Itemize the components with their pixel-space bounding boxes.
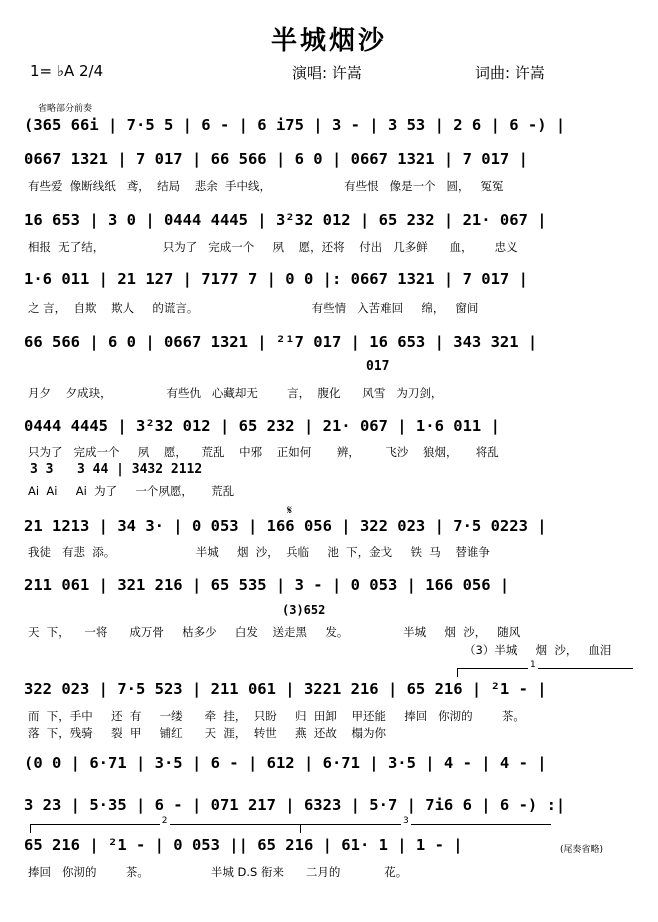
notation-line: 1·6 011 | 21 127 | 7177 7 | 0 0 |: 0667 1321 | 7 017 | bbox=[24, 270, 528, 288]
lyrics-line: 之 言， 自欺 欺人 的谎言。 有些情 入苦难回 绵， 窗间 bbox=[28, 301, 479, 315]
notation-line: 322 023 | 7·5 523 | 211 061 | 3221 216 | 65 216 | ²1 - | bbox=[24, 680, 547, 698]
notation-line: 66 566 | 6 0 | 0667 1321 | ²¹7 017 | 16 653 | 343 321 | bbox=[24, 333, 538, 351]
outro-omitted-note: (尾奏省略) bbox=[560, 845, 604, 855]
notation-line: 211 061 | 321 216 | 65 535 | 3 - | 0 053 | 166 056 | bbox=[24, 576, 510, 594]
singer-credit: 演唱: 许嵩 bbox=[292, 64, 362, 82]
lyrics-line: 而 下，手中 还 有 一缕 牵 挂， 只盼 归 田卸 甲还能 捧回 你沏的 茶。 bbox=[28, 709, 525, 723]
notation-line: (365 66i | 7·5 5 | 6 - | 6 i75 | 3 - | 3 53 | 2 6 | 6 -) | bbox=[24, 116, 566, 134]
prelude-note: 省略部分前奏 bbox=[38, 104, 93, 114]
lyrics-line: 天 下， 一将 成万骨 枯多少 白发 送走黑 发。 半城 烟 沙， 随风 bbox=[28, 625, 521, 639]
notation-line: 16 653 | 3 0 | 0444 4445 | 3²32 012 | 65 232 | 21· 067 | bbox=[24, 211, 547, 229]
notation-line: (0 0 | 6·71 | 3·5 | 6 - | 612 | 6·71 | 3·5 | 4 - | 4 - | bbox=[24, 754, 547, 772]
lyrics-line: 相报 无了结， 只为了 完成一个 夙 愿，还将 付出 几多鲜 血， 忠义 bbox=[28, 240, 518, 254]
lyrics-line: 我徒 有悲 添。 半城 烟 沙， 兵临 池 下，金戈 铁 马 替谁争 bbox=[28, 545, 490, 559]
composer-credit: 词曲: 许嵩 bbox=[475, 64, 545, 82]
volta-bracket-1: 1 bbox=[457, 668, 633, 677]
lyrics-line: 捧回 你沏的 茶。 半城 D.S 衔来 二月的 花。 bbox=[28, 865, 408, 879]
notation-line: 3 23 | 5·35 | 6 - | 071 217 | 6323 | 5·7 | 7i6 6 | 6 -) :| bbox=[24, 796, 566, 814]
notation-line: 65 216 | ²1 - | 0 053 || 65 216 | 61· 1 | 1 - | bbox=[24, 836, 463, 854]
alt-notation: 3 3 3 44 | 3432 2112 bbox=[30, 462, 203, 477]
lyrics-line: 有些爱 像断线纸 鸢， 结局 悲余 手中线， 有些恨 像是一个 圆， 冤冤 bbox=[28, 179, 504, 193]
song-title: 半城烟沙 bbox=[270, 26, 387, 56]
volta-bracket-2: 2 bbox=[30, 824, 353, 833]
lyrics-line: 只为了 完成一个 夙 愿， 荒乱 中邪 正如何 辨， 飞沙 狼烟， 将乱 bbox=[28, 445, 499, 459]
alt-notation: (3)652 bbox=[282, 603, 326, 617]
lyrics-line: 落 下，残骑 裂 甲 铺红 天 涯， 转世 燕 还故 榻为你 bbox=[28, 726, 386, 740]
volta-bracket-3: 3 bbox=[300, 824, 551, 833]
segno-sign: 𝄋 bbox=[287, 503, 293, 517]
notation-line: 21 1213 | 34 3· | 0 053 | 166 056 | 322 023 | 7·5 0223 | bbox=[24, 517, 547, 535]
alt-notation: 017 bbox=[366, 359, 390, 374]
notation-line: 0667 1321 | 7 017 | 66 566 | 6 0 | 0667 1321 | 7 017 | bbox=[24, 150, 528, 168]
lyrics-line: 月夕 夕成玦， 有些仇 心藏却无 言， 腹化 风雪 为刀剑， bbox=[28, 386, 443, 400]
lyrics-line: （3）半城 烟 沙， 血泪 bbox=[464, 643, 612, 657]
key-signature: 1= ♭A 2/4 bbox=[30, 62, 104, 80]
notation-line: 0444 4445 | 3²32 012 | 65 232 | 21· 067 | 1·6 011 | bbox=[24, 417, 500, 435]
lyrics-line: Ai Ai Ai 为了 一个夙愿， 荒乱 bbox=[28, 484, 235, 498]
